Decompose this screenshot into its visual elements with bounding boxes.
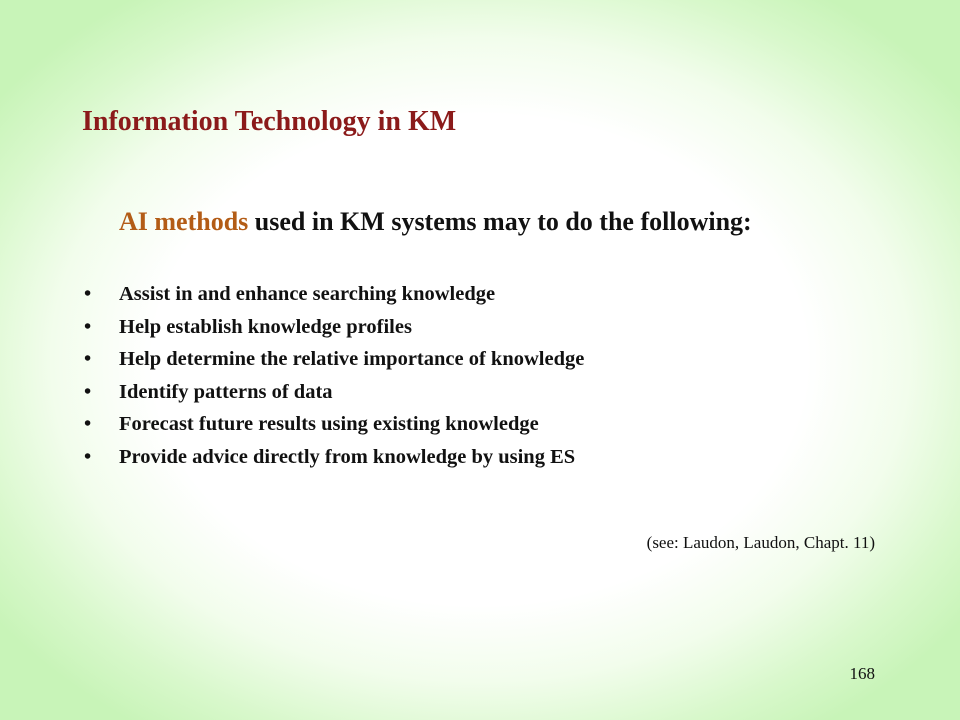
bullet-text: Provide advice directly from knowledge by using ES (119, 445, 576, 468)
page-number: 168 (849, 664, 875, 683)
bullet-item (84, 311, 884, 344)
bullet-list (84, 278, 884, 473)
intro-highlight: AI methods (119, 207, 249, 236)
bullet-item (84, 343, 884, 376)
bullet-text: Help determine the relative importance of knowledge (119, 348, 585, 370)
slide-title: Information Technology in KM (82, 106, 457, 137)
reference-note: (see: Laudon, Laudon, Chapt. 11) (646, 533, 875, 552)
intro-text (119, 208, 839, 236)
bullet-item (84, 278, 884, 311)
bullet-icon: • (84, 380, 92, 403)
bullet-text: Forecast future results using existing knowledge (119, 413, 539, 435)
bullet-item (84, 441, 884, 474)
bullet-text: Assist in and enhance searching knowledge (119, 283, 496, 305)
bullet-item (84, 376, 884, 409)
bullet-text: Identify patterns of data (119, 380, 333, 403)
bullet-icon: • (84, 445, 92, 468)
bullet-icon: • (84, 283, 92, 305)
intro-rest: used in KM systems may to do the following: (248, 207, 752, 236)
bullet-icon: • (84, 413, 92, 435)
bullet-text: Help establish knowledge profiles (119, 315, 412, 338)
bullet-icon: • (84, 348, 92, 370)
bullet-icon: • (84, 315, 92, 338)
bullet-item (84, 408, 884, 441)
